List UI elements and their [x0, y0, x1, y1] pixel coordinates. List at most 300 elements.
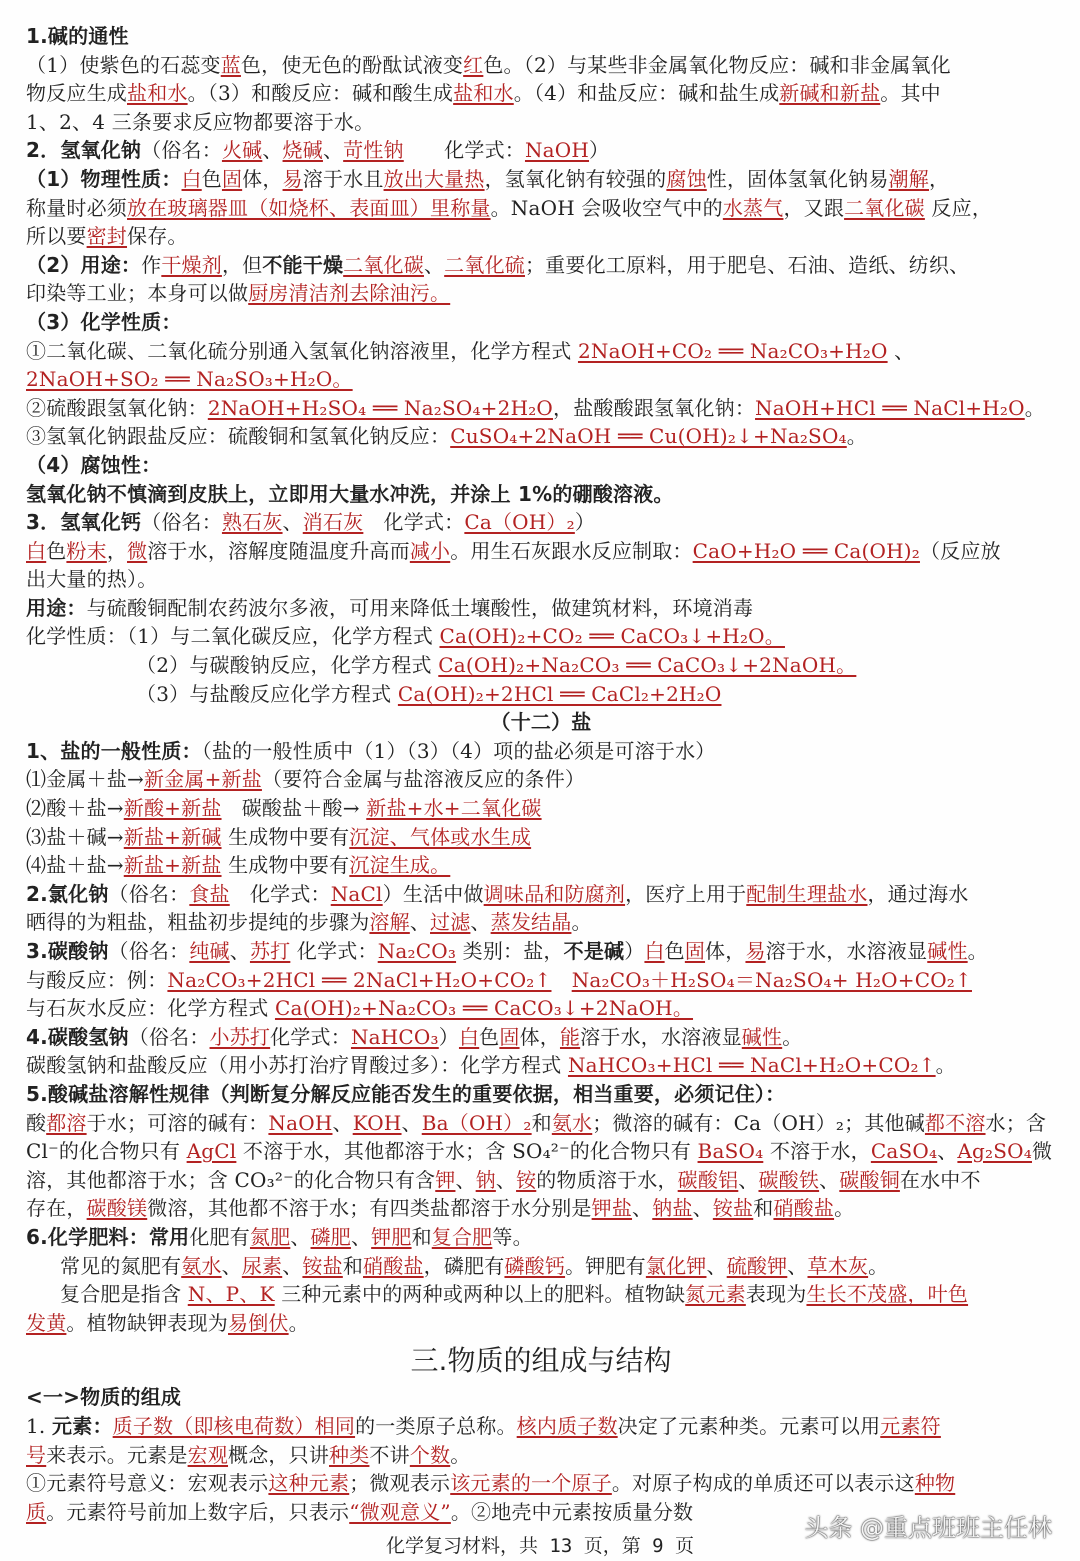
key-term: 质子数（即核电荷数）相同: [112, 1413, 356, 1438]
key-term: NaHCO₃: [350, 1024, 439, 1049]
text-run: 1.碱的通性: [26, 24, 129, 48]
key-term: NaHCO₃+HCl ══ NaCl+H₂O+CO₂↑: [567, 1053, 936, 1078]
key-term: Ca(OH)₂+2HCl ══ CaCl₂+2H₂O: [397, 681, 722, 706]
key-term: 溶解: [369, 910, 410, 935]
text-run: 1.: [26, 1413, 53, 1438]
text-run: 5.酸碱盐溶解性规律（判断复分解反应能否发生的重要依据，相当重要，必须记住）：: [26, 1081, 786, 1106]
key-term: 熟石灰: [221, 510, 283, 535]
text-run: 不溶于水，其他都溶于水；含 SO₄²⁻的化合物只有: [236, 1139, 698, 1164]
key-term: 新盐+新碱: [123, 824, 222, 849]
text-line: [26, 1469, 1056, 1498]
text-run: 类别：盐，: [456, 939, 564, 963]
text-run: 、: [229, 939, 250, 963]
text-run: 三种元素中的两种或两种以上的肥料。植物缺: [274, 1282, 686, 1307]
text-run: 、: [332, 1110, 353, 1135]
text-run: 、: [221, 1253, 242, 1278]
text-line: [26, 651, 1056, 680]
bold-label: 不是碱: [563, 939, 625, 963]
text-run: 化学式：: [290, 939, 378, 963]
text-run: 色: [201, 166, 222, 191]
text-line: [26, 165, 1056, 194]
text-run: 等。: [492, 1224, 533, 1249]
key-term: 盐和水: [453, 81, 514, 106]
key-term: 钠: [475, 1167, 496, 1192]
text-run: 印染等工业；本身可以做: [26, 281, 249, 306]
text-line: [26, 851, 1056, 880]
text-run: ⑷盐＋盐→: [26, 853, 124, 878]
text-run: 、: [322, 138, 344, 163]
text-run: ⑴金属＋盐→: [26, 767, 144, 792]
bold-label: 4.碳酸氢钠: [26, 1024, 129, 1049]
text-line: [26, 108, 1056, 137]
text-run: 三.物质的组成与结构: [410, 1344, 672, 1378]
key-term: 氮元素: [685, 1282, 746, 1307]
key-term: 苏打: [249, 939, 291, 963]
text-run: （1）使紫色的石蕊变: [26, 52, 221, 77]
key-term: 固: [499, 1024, 520, 1049]
text-run: （俗名：: [108, 881, 190, 906]
text-line: [26, 1383, 1056, 1412]
text-run: 称量时必须: [26, 195, 127, 220]
text-line: [26, 251, 1056, 280]
key-term: 钾: [435, 1167, 456, 1192]
text-run: （十二）盐: [490, 710, 592, 735]
key-term: 过滤: [430, 910, 471, 935]
text-run: 。: [571, 910, 592, 935]
text-line: [26, 22, 1056, 51]
key-term: 号: [26, 1442, 47, 1467]
text-run: 不溶于水，: [763, 1139, 871, 1164]
key-term: 氯化钾: [645, 1253, 707, 1278]
text-run: 来表示。元素是: [46, 1442, 188, 1467]
text-line: [26, 1280, 1056, 1309]
key-term: 碱性: [927, 939, 968, 963]
key-term: 2NaOH+CO₂ ══ Na₂CO₃+H₂O: [577, 338, 888, 363]
key-term: 火碱: [221, 138, 263, 163]
text-run: 酸: [26, 1110, 47, 1135]
text-run: ①元素符号意义：宏观表示: [26, 1471, 269, 1496]
text-line: [26, 1309, 1056, 1338]
text-run: 和: [753, 1196, 774, 1221]
text-run: 溶，其他都溶于水；含 CO₃²⁻的化合物只有含: [26, 1167, 436, 1192]
key-term: 碳酸铁: [758, 1167, 820, 1192]
key-term: 硝酸盐: [773, 1196, 835, 1221]
text-run: 。: [450, 1442, 471, 1467]
key-term: AgCl: [186, 1139, 237, 1164]
text-line: [26, 365, 1056, 394]
key-term: 尿素: [241, 1253, 283, 1278]
text-run: 与石灰水反应：化学方程式: [26, 996, 275, 1021]
key-term: 厨房清洁剂去除油污。: [248, 281, 451, 306]
text-run: 、: [290, 1224, 311, 1249]
key-term: 白: [458, 1024, 480, 1049]
text-run: ，磷肥有: [423, 1253, 505, 1278]
text-run: Cl⁻的化合物只有: [26, 1139, 187, 1164]
key-term: 铵盐: [712, 1196, 754, 1221]
key-term: 复合肥: [431, 1224, 493, 1249]
key-term: 能: [559, 1024, 581, 1049]
key-term: 新酸+新盐: [123, 796, 222, 821]
text-line: [26, 794, 1056, 823]
text-run: 。用生石灰跟水反应制取：: [450, 538, 693, 563]
key-term: 钠盐: [652, 1196, 693, 1221]
bold-label: 不能干燥: [262, 252, 344, 277]
text-run: 物反应生成: [26, 81, 127, 106]
key-term: 苛性钠: [343, 138, 404, 163]
text-run: 。对原子构成的单质还可以表示这: [611, 1471, 915, 1496]
key-term: 氮肥: [249, 1224, 291, 1249]
text-line: [26, 51, 1056, 80]
key-term: CaO+H₂O ══ Ca(OH)₂: [692, 538, 920, 563]
text-run: 和: [411, 1224, 432, 1249]
key-term: 腐蚀: [666, 166, 707, 191]
text-run: 不讲: [369, 1442, 410, 1467]
text-run: <一>物质的组成: [26, 1385, 182, 1410]
text-run: 、: [350, 1224, 372, 1249]
text-run: 表现为: [745, 1282, 807, 1307]
key-term: 都溶: [46, 1110, 87, 1135]
key-term: 干燥剂: [161, 252, 222, 277]
key-term: 易: [282, 166, 303, 191]
text-run: ；重要化工原料，用于肥皂、石油、造纸、纺织、: [524, 252, 970, 277]
text-run: 化学式：: [363, 510, 465, 535]
key-term: KOH: [352, 1110, 402, 1135]
text-run: 体，: [519, 1024, 560, 1049]
key-term: 氨水: [551, 1110, 593, 1135]
watermark: 头条 @重点班班主任林: [804, 1514, 1052, 1542]
key-term: 白: [181, 166, 202, 191]
key-term: Ca(OH)₂+Na₂CO₃ ══ CaCO₃↓+2NaOH。: [274, 996, 694, 1021]
text-run: 晒得的为粗盐，粗盐初步提纯的步骤为: [26, 910, 370, 935]
text-run: 溶于水，水溶液显: [580, 1024, 742, 1049]
key-term: 宏观: [187, 1442, 229, 1467]
text-run: ）生活中做: [382, 881, 484, 906]
key-term: 二氧化碳: [343, 252, 424, 277]
text-run: 、: [937, 1139, 958, 1164]
text-run: ⑵酸＋盐→: [26, 796, 124, 821]
key-term: 蒸发结晶: [490, 910, 572, 935]
text-line: [26, 480, 1056, 509]
bold-label: 2．氢氧化钠: [26, 138, 142, 163]
text-line: [26, 279, 1056, 308]
text-run: 、: [262, 138, 283, 163]
text-run: 、: [738, 1167, 759, 1192]
key-term: 碱性: [741, 1024, 783, 1049]
key-term: 硫酸钾: [726, 1253, 788, 1278]
text-line: [26, 765, 1056, 794]
text-line: [26, 908, 1056, 937]
text-line: [26, 823, 1056, 852]
text-run: 、: [887, 338, 915, 363]
text-run: 的一类原子总称。: [355, 1413, 517, 1438]
text-run: （2）与碳酸钠反应，化学方程式: [136, 653, 439, 678]
key-term: 消石灰: [302, 510, 364, 535]
text-line: [26, 880, 1056, 909]
text-run: 溶于水且: [302, 166, 384, 191]
key-term: 质: [26, 1499, 47, 1524]
text-line: [26, 1252, 1056, 1281]
key-term: 调味品和防腐剂: [483, 881, 626, 906]
text-run: 体，: [705, 939, 746, 963]
key-term: Ba（OH）₂: [421, 1110, 532, 1135]
text-line: [26, 136, 1056, 165]
key-term: 碳酸铝: [677, 1167, 739, 1192]
text-run: 、: [423, 252, 445, 277]
text-line: [26, 1137, 1056, 1166]
text-run: 。: [1024, 395, 1045, 420]
text-run: ，医疗上用于: [625, 881, 747, 906]
text-run: 复合肥是指含: [60, 1282, 188, 1307]
text-run: 。②地壳中元素按质量分数: [450, 1499, 694, 1524]
key-term: 烧碱: [282, 138, 323, 163]
text-run: ①二氧化碳、二氧化硫分别通入氢氧化钠溶液里，化学方程式: [26, 338, 578, 363]
text-run: 碳酸盐＋酸→: [221, 796, 367, 821]
text-run: ②硫酸跟氢氧化钠：: [26, 395, 208, 420]
text-run: 的物质溶于水，: [536, 1167, 678, 1192]
key-term: 固: [221, 166, 243, 191]
key-term: 磷肥: [310, 1224, 351, 1249]
text-line: [26, 1441, 1056, 1470]
key-term: Ca(OH)₂+CO₂ ══ CaCO₃↓+H₂O。: [439, 624, 785, 649]
text-run: 。其中: [880, 81, 941, 106]
text-run: 。（3）和酸反应：碱和酸生成: [187, 81, 454, 106]
text-run: ⑶盐＋碱→: [26, 824, 124, 849]
text-line: [26, 737, 1056, 766]
key-term: 钾盐: [591, 1196, 633, 1221]
text-run: 存在，: [26, 1196, 87, 1221]
text-run: 、: [692, 1196, 713, 1221]
text-run: 色: [46, 538, 67, 563]
text-run: 于水；可溶的碱有：: [86, 1110, 269, 1135]
key-term: NaOH+HCl ══ NaCl+H₂O: [755, 395, 1025, 420]
key-term: Na₂CO₃＋H₂SO₄＝Na₂SO₄+ H₂O+CO₂↑: [571, 967, 972, 992]
text-run: ③氢氧化钠跟盐反应：硫酸铜和氢氧化钠反应：: [26, 424, 451, 449]
text-line: [26, 680, 1056, 709]
text-run: （俗名：: [141, 510, 222, 535]
bold-label: （4）腐蚀性：: [26, 452, 162, 477]
text-run: （3）与盐酸反应化学方程式: [136, 681, 398, 706]
text-run: 化学式：: [229, 881, 331, 906]
text-run: 色: [664, 939, 685, 963]
bold-label: （3）化学性质：: [26, 309, 182, 334]
text-line: [26, 1023, 1056, 1052]
key-term: NaCl: [330, 881, 383, 906]
text-line: [26, 1109, 1056, 1138]
key-term: 发黄: [26, 1310, 67, 1335]
text-run: ，但: [221, 252, 263, 277]
key-term: NaOH: [524, 138, 590, 163]
text-line: [26, 422, 1056, 451]
text-run: 决定了元素种类。元素可以用: [617, 1413, 881, 1438]
text-run: 、: [282, 510, 303, 535]
key-term: 固: [684, 939, 706, 963]
key-term: 潮解: [888, 166, 929, 191]
text-run: 氢氧化钠不慎滴到皮肤上，立即用大量水冲洗，并涂上 1%的硼酸溶液。: [26, 481, 674, 506]
key-term: 减小: [409, 538, 451, 563]
text-run: 体，: [242, 166, 283, 191]
text-run: 微: [1032, 1139, 1053, 1164]
key-term: 个数: [409, 1442, 451, 1467]
text-line: [26, 508, 1056, 537]
key-term: 白: [644, 939, 665, 963]
text-run: 溶于水，溶解度随温度升高而: [147, 538, 410, 563]
text-run: ；微观表示: [349, 1471, 451, 1496]
text-line: [26, 394, 1056, 423]
key-term: 新碱和新盐: [779, 81, 881, 106]
key-term: 元素符: [880, 1413, 941, 1438]
text-run: 保存。: [127, 224, 188, 249]
text-line: [26, 194, 1056, 223]
key-term: 蓝: [220, 52, 241, 77]
text-run: 。钾肥有: [565, 1253, 646, 1278]
text-run: 。: [782, 1024, 803, 1049]
key-term: 红: [463, 52, 484, 77]
text-line: [26, 451, 1056, 480]
text-run: 。: [967, 939, 988, 963]
text-run: 化学性质：（1）与二氧化碳反应，化学方程式: [26, 624, 440, 649]
key-term: 食盐: [189, 881, 230, 906]
key-term: 铵: [516, 1167, 537, 1192]
key-term: 草木灰: [807, 1253, 869, 1278]
key-term: NaOH: [268, 1110, 333, 1135]
text-run: 、: [401, 1110, 422, 1135]
text-run: 。: [935, 1053, 956, 1078]
text-run: 、: [787, 1253, 808, 1278]
text-run: ；微溶的碱有：Ca（OH）₂；其他碱: [592, 1110, 925, 1135]
text-run: 所以要: [26, 224, 87, 249]
text-run: 、: [455, 1167, 476, 1192]
key-term: N、P、K: [187, 1282, 275, 1307]
key-term: 都不溶: [924, 1110, 986, 1135]
key-term: 沉淀生成。: [349, 853, 451, 878]
text-run: ）: [589, 138, 610, 163]
text-run: 。: [834, 1196, 855, 1221]
text-run: 、: [409, 910, 431, 935]
text-run: 。NaOH 会吸收空气中的: [490, 195, 723, 220]
text-run: 色。（2）与某些非金属氧化物反应：碱和非金属氧化: [483, 52, 951, 77]
text-line: [26, 308, 1056, 337]
text-run: ）: [624, 939, 645, 963]
text-run: [551, 968, 571, 992]
key-term: “微观意义”: [349, 1499, 451, 1524]
text-run: 、: [706, 1253, 727, 1278]
key-term: 生长不茂盛，叶色: [806, 1282, 969, 1307]
key-term: 纯碱: [189, 939, 230, 963]
section-heading: [26, 1343, 1056, 1379]
key-term: 配制生理盐水: [746, 881, 868, 906]
key-term: 微: [127, 538, 148, 563]
key-term: 核内质子数: [516, 1413, 618, 1438]
text-run: 碳酸氢钠和盐酸反应（用小苏打治疗胃酸过多）：化学方程式: [26, 1053, 568, 1078]
key-term: 铵盐: [302, 1253, 343, 1278]
text-run: ，盐酸酸跟氢氧化钠：: [553, 395, 756, 420]
text-run: 与酸反应：例：: [26, 967, 168, 992]
text-run: 水；含: [985, 1110, 1047, 1135]
text-run: ，: [106, 538, 128, 563]
text-line: [26, 1166, 1056, 1195]
key-term: Ca（OH）₂: [464, 510, 575, 535]
key-term: 二氧化碳: [844, 195, 925, 220]
text-line: [26, 1412, 1056, 1441]
key-term: 粉末: [66, 538, 107, 563]
key-term: 种类: [329, 1442, 370, 1467]
key-term: 2NaOH+SO₂ ══ Na₂SO₃+H₂O。: [26, 367, 353, 392]
key-term: 碳酸镁: [86, 1196, 148, 1221]
key-term: 碳酸铜: [839, 1167, 900, 1192]
key-term: BaSO₄: [697, 1139, 764, 1164]
text-run: 。元素符号前加上数字后，只表示: [46, 1499, 350, 1524]
key-term: 该元素的一个原子: [450, 1471, 612, 1496]
text-run: 化学式：: [403, 138, 525, 163]
key-term: Ca(OH)₂+Na₂CO₃ ══ CaCO₃↓+2NaOH。: [438, 653, 857, 678]
bold-label: 用途：: [26, 595, 87, 620]
bold-label: （1）物理性质：: [26, 166, 182, 191]
key-term: 硝酸盐: [363, 1253, 424, 1278]
text-run: ，氢氧化钠有较强的: [484, 166, 667, 191]
text-run: 。: [288, 1310, 309, 1335]
text-run: 。: [846, 424, 867, 449]
text-line: [26, 1051, 1056, 1080]
text-run: 1、2、4 三条要求反应物都要溶于水。: [26, 109, 375, 134]
text-line: [26, 79, 1056, 108]
text-run: 、: [819, 1167, 840, 1192]
text-run: 色，使无色的酚酞试液变: [240, 52, 464, 77]
key-term: 盐和水: [127, 81, 188, 106]
text-line: [26, 537, 1056, 566]
text-line: [26, 337, 1056, 366]
key-term: CuSO₄+2NaOH ══ Cu(OH)₂↓+Na₂SO₄: [450, 424, 847, 449]
text-run: 作: [141, 252, 162, 277]
key-term: 新盐+水+二氧化碳: [366, 796, 542, 821]
key-term: 放出大量热: [383, 166, 485, 191]
text-run: ，通过海水: [867, 881, 969, 906]
text-run: ）: [574, 510, 596, 535]
text-run: 化肥有: [189, 1224, 250, 1249]
text-line: [26, 1223, 1056, 1252]
text-run: ）: [438, 1024, 459, 1049]
text-line: [26, 594, 1056, 623]
key-term: 新金属+新盐: [143, 767, 262, 792]
text-run: 、: [282, 1253, 303, 1278]
text-run: 出大量的热）。: [26, 567, 158, 592]
key-term: Na₂CO₃+2HCl ══ 2NaCl+H₂O+CO₂↑: [167, 967, 552, 992]
text-run: 生成物中要有: [221, 824, 350, 849]
text-run: 与硫酸铜配制农药波尔多液，可用来降低土壤酸性，做建筑材料，环境消毒: [86, 595, 754, 620]
text-run: 。: [868, 1253, 889, 1278]
text-run: （俗名：: [108, 939, 190, 963]
key-term: 种物: [914, 1471, 956, 1496]
key-term: 钾肥: [371, 1224, 412, 1249]
key-term: Na₂CO₃: [377, 939, 457, 963]
key-term: 水蒸气: [722, 195, 784, 220]
text-run: 。（4）和盐反应：碱和盐生成: [513, 81, 780, 106]
bold-label: 2.氯化钠: [26, 881, 109, 906]
text-line: [26, 622, 1056, 651]
text-run: 、: [470, 910, 491, 935]
text-run: （反应放: [919, 538, 1001, 563]
text-run: 在水中不: [899, 1167, 981, 1192]
text-line: [26, 994, 1056, 1023]
text-run: 色: [479, 1024, 500, 1049]
text-run: （盐的一般性质中（1）（3）（4）项的盐必须是可溶于水）: [201, 738, 716, 763]
bold-label: 3.碳酸钠: [26, 939, 109, 963]
text-line: [26, 565, 1056, 594]
text-run: 。植物缺钾表现为: [66, 1310, 229, 1335]
key-term: 2NaOH+H₂SO₄ ══ Na₂SO₄+2H₂O: [207, 395, 554, 420]
bold-label: （2）用途：: [26, 252, 142, 277]
bold-label: 6.化学肥料：常用: [26, 1224, 190, 1249]
text-run: 性，固体氢氧化钠易: [706, 166, 889, 191]
